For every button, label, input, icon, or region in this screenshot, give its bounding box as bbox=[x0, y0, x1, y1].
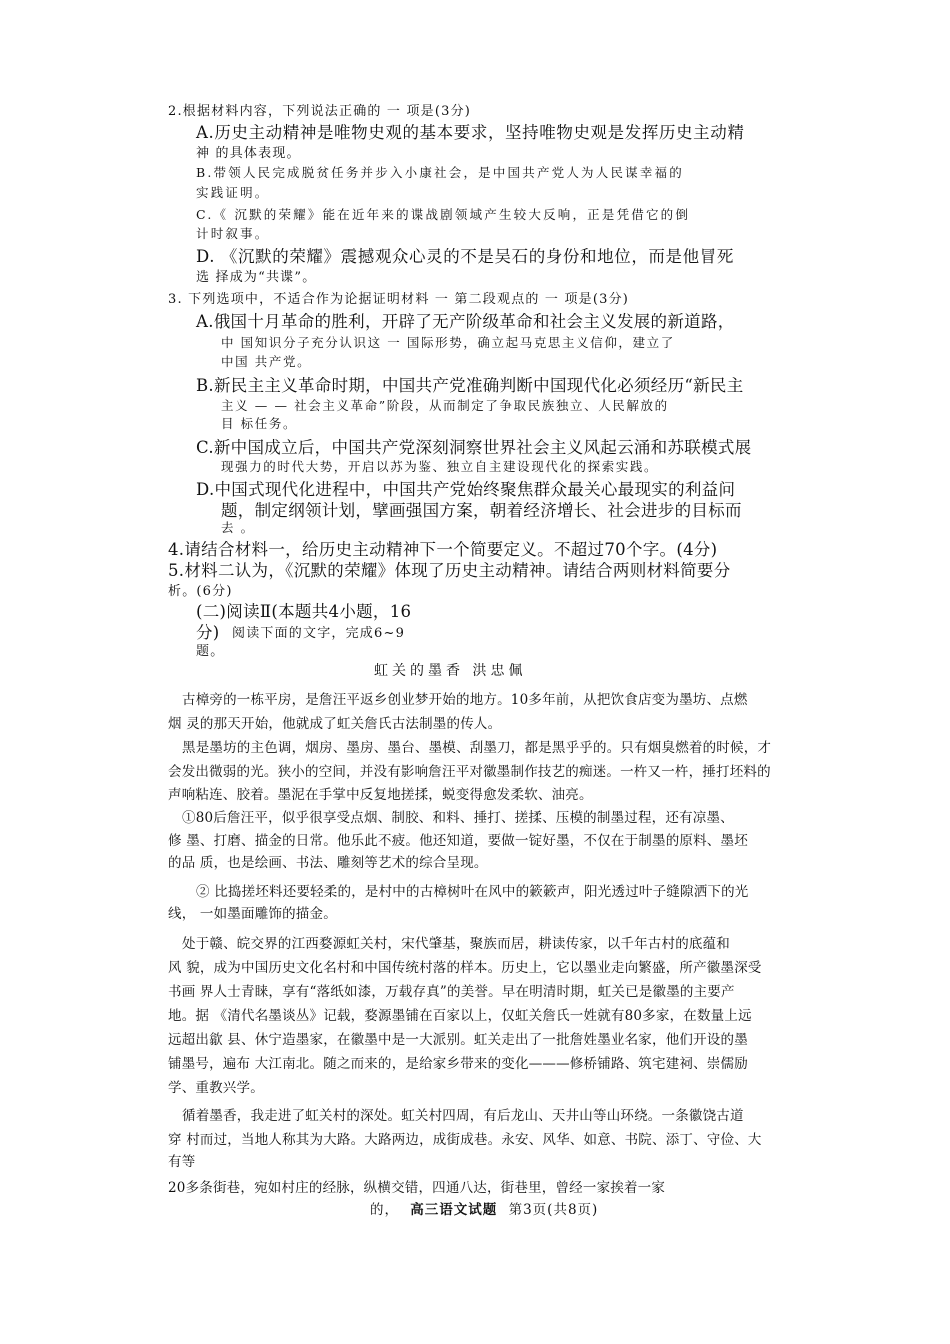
article-paragraph-5-line4: 地。据 《清代名墨谈丛》记载，婺源墨铺在百家以上，仅虹关詹氏一姓就有80多家，在数量上远 bbox=[168, 1008, 752, 1024]
article-paragraph-4-line1: ② 比捣搓坯料还要轻柔的，是村中的古樟树叶在风中的簌簌声，阳光透过叶子缝隙洒下的光 bbox=[196, 884, 749, 900]
q3-stem: 3. 下列选项中，不适合作为论据证明材料 一 第二段观点的 一 项是(3分) bbox=[168, 292, 630, 307]
article-paragraph-5-line5: 远超出歙 县、休宁造墨家，在徽墨中是一大派别。虹关走出了一批詹姓墨业名家，他们开设的墨 bbox=[168, 1032, 748, 1048]
article-paragraph-5-line6: 铺墨号，遍布 大江南北。随之而来的，是给家乡带来的变化———修桥铺路、筑宅建祠、崇儒励 bbox=[168, 1056, 748, 1072]
article-paragraph-5-line2: 风 貌，成为中国历史文化名村和中国传统村落的样本。历史上，它以墨业走向繁盛，所产徽墨深受 bbox=[168, 960, 762, 976]
article-paragraph-1-line2: 烟 灵的那天开始，他就成了虹关詹氏古法制墨的传人。 bbox=[168, 716, 502, 732]
article-paragraph-6-line2: 穿 村而过，当地人称其为大路。大路两边，成街成巷。永安、风华、如意、书院、添丁、守俭、大 bbox=[168, 1132, 762, 1148]
q3-option-c-line2: 现强力的时代大势，开启以苏为鉴、独立自主建设现代化的探索实践。 bbox=[221, 459, 659, 474]
q3-option-a-line2: 中 国知识分子充分认识这 一 国际形势，确立起马克思主义信仰，建立了 bbox=[221, 335, 675, 350]
q3-option-b-line1: B.新民主主义革命时期，中国共产党准确判断中国现代化必须经历“新民主 bbox=[196, 376, 744, 395]
article-paragraph-6-line4: 20多条街巷，宛如村庄的经脉，纵横交错，四通八达，街巷里，曾经一家挨着一家 bbox=[168, 1180, 666, 1196]
q2-option-c-line2: 计时叙事。 bbox=[196, 226, 270, 241]
page-footer bbox=[370, 1198, 598, 1218]
article-paragraph-6-line1: 循着墨香，我走进了虹关村的深处。虹关村四周，有后龙山、天井山等山环绕。一条徽饶古道 bbox=[182, 1108, 744, 1124]
q3-option-b-line2: 主义 — — 社会主义革命”阶段，从而制定了争取民族独立、人民解放的 bbox=[221, 398, 669, 413]
section-heading-line2a: 分) bbox=[196, 623, 220, 642]
article-paragraph-4-line2: 线， 一如墨面雕饰的描金。 bbox=[168, 906, 337, 922]
article-paragraph-6-line3: 有等 bbox=[168, 1154, 196, 1170]
section-heading-line1: (二)阅读Ⅱ(本题共4小题，16 bbox=[196, 602, 412, 621]
section-heading-line2b: 阅读下面的文字，完成6~9 bbox=[232, 626, 406, 641]
q4-question: 4.请结合材料一，给历史主动精神下一个简要定义。不超过70个字。(4分) bbox=[168, 540, 718, 559]
article-paragraph-5-line1: 处于赣、皖交界的江西婺源虹关村，宋代肇基，聚族而居，耕读传家，以千年古村的底蕴和 bbox=[182, 936, 730, 952]
q3-option-a-line3: 中国 共产党。 bbox=[221, 354, 312, 369]
article-paragraph-5-line3: 书画 界人士青睐，享有“落纸如漆，万载存真”的美誉。早在明清时期，虹关已是徽墨的主要产 bbox=[168, 984, 735, 1000]
article-paragraph-1-line1: 古樟旁的一栋平房，是詹汪平返乡创业梦开始的地方。10多年前，从把饮食店变为墨坊、点燃 bbox=[182, 692, 748, 708]
footer-page-number: 第3页(共8页) bbox=[508, 1202, 599, 1218]
article-title: 虹关的墨香 洪忠佩 bbox=[374, 663, 527, 679]
section-heading-line3: 题。 bbox=[196, 644, 225, 659]
article-paragraph-3-line1: ①80后詹汪平，似乎很享受点烟、制胶、和料、捶打、搓揉、压模的制墨过程，还有凉墨、 bbox=[182, 810, 734, 826]
q2-stem: 2.根据材料内容，下列说法正确的 一 项是(3分) bbox=[168, 104, 472, 119]
article-paragraph-2-line3: 声响粘连、胶着。墨泥在手掌中反复地搓揉，蜕变得愈发柔软、油亮。 bbox=[168, 787, 593, 803]
q3-option-d-line2: 题，制定纲领计划，擘画强国方案，朝着经济增长、社会进步的目标而 bbox=[221, 501, 742, 520]
q2-option-d-line2: 选 择成为“共谍”。 bbox=[196, 270, 317, 285]
q5-question-line2: 析。(6分) bbox=[168, 584, 233, 599]
q2-option-c-line1: C.《 沉默的荣耀》能在近年来的谍战剧领域产生较大反响，正是凭借它的倒 bbox=[196, 207, 691, 222]
q3-option-d-line1: D.中国式现代化进程中，中国共产党始终聚焦群众最关心最现实的利益问 bbox=[196, 480, 736, 499]
footer-prefix: 的， bbox=[370, 1202, 399, 1218]
q2-option-b-line1: B.带领人民完成脱贫任务并步入小康社会，是中国共产党人为人民谋幸福的 bbox=[196, 165, 684, 180]
q2-option-a-line2: 神 的具体表现。 bbox=[196, 146, 301, 161]
article-paragraph-5-line7: 学、重教兴学。 bbox=[168, 1080, 264, 1096]
q3-option-c-line1: C.新中国成立后，中国共产党深刻洞察世界社会主义风起云涌和苏联模式展 bbox=[196, 438, 752, 457]
q3-option-d-line3: 去 。 bbox=[221, 520, 255, 535]
article-paragraph-2-line1: 黑是墨坊的主色调，烟房、墨房、墨台、墨模、刮墨刀，都是黑乎乎的。只有烟臭燃着的时候，才 bbox=[182, 740, 772, 756]
q2-option-b-line2: 实践证明。 bbox=[196, 185, 270, 200]
article-paragraph-3-line3: 的品 质，也是绘画、书法、雕刻等艺术的综合呈现。 bbox=[168, 855, 488, 871]
footer-exam-title: 高三语文试题 bbox=[410, 1202, 498, 1218]
q2-option-d-line1: D. 《沉默的荣耀》震撼观众心灵的不是吴石的身份和地位，而是他冒死 bbox=[196, 247, 734, 266]
article-paragraph-3-line2: 修 墨、打磨、描金的日常。他乐此不疲。他还知道，要做一锭好墨，不仅在于制墨的原料、墨坯 bbox=[168, 833, 748, 849]
article-paragraph-2-line2: 会发出微弱的光。狭小的空间，并没有影响詹汪平对徽墨制作技艺的痴迷。一杵又一杵，捶打坯料的 bbox=[168, 764, 771, 780]
q2-option-a-line1: A.历史主动精神是唯物史观的基本要求，坚持唯物史观是发挥历史主动精 bbox=[196, 123, 745, 142]
q3-option-a-line1: A.俄国十月革命的胜利，开辟了无产阶级革命和社会主义发展的新道路， bbox=[196, 312, 735, 331]
q5-question-line1: 5.材料二认为，《沉默的荣耀》体现了历史主动精神。请结合两则材料简要分 bbox=[168, 561, 731, 580]
q3-option-b-line3: 目 标任务。 bbox=[221, 416, 298, 431]
